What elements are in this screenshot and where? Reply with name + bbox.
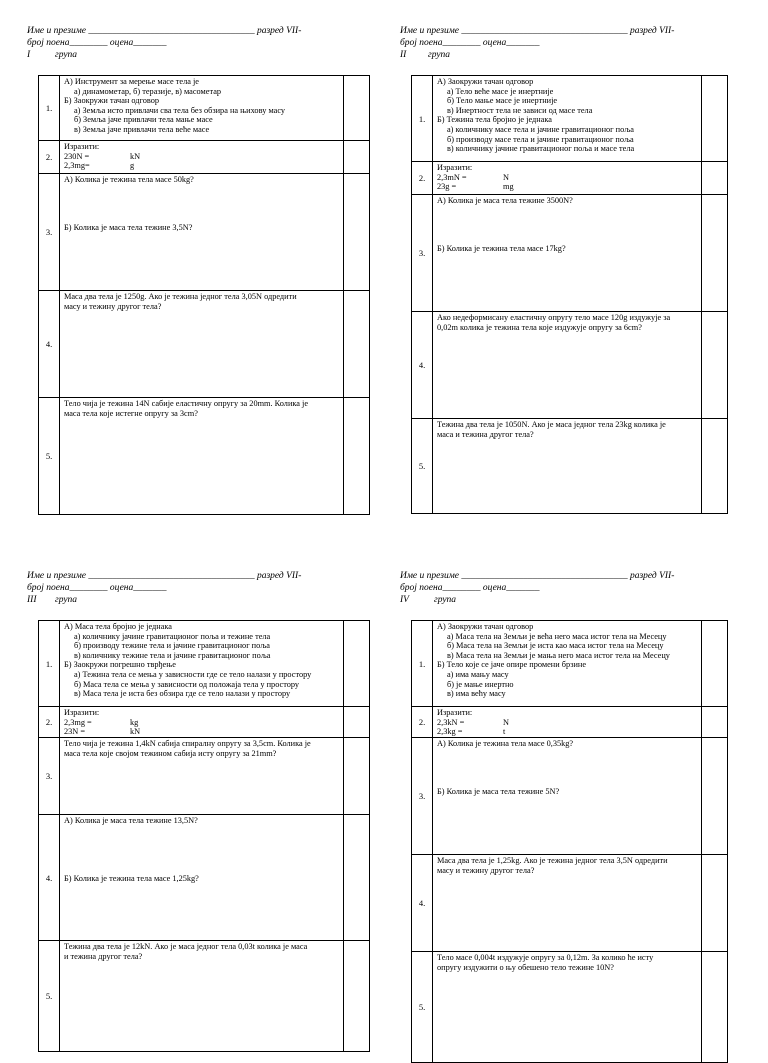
question-number: 3.: [412, 195, 433, 311]
question-line: [437, 758, 701, 768]
question-line: Б) Колика је маса тела тежине 3,5N?: [64, 222, 193, 232]
question-text: [64, 942, 343, 961]
points-and-mark-line: број поена________ оцена_______: [400, 583, 540, 593]
question-line: в) количнику тежине тела и јачине гравитационог поља: [74, 650, 271, 660]
question-number: 1.: [39, 621, 60, 706]
conversion-unit: N: [503, 717, 509, 727]
group-word: група: [55, 50, 78, 60]
question-text: [64, 399, 343, 418]
question-number: 2.: [39, 707, 60, 737]
points-cell: [343, 398, 369, 514]
group-label: [400, 594, 456, 606]
points-cell: [701, 195, 727, 311]
question-number: 2.: [39, 141, 60, 173]
question-number: 2.: [412, 162, 433, 194]
question-number: 4.: [412, 855, 433, 951]
points-cell: [343, 707, 369, 737]
question-line: Изразити:: [437, 163, 473, 172]
points-cell: [343, 738, 369, 814]
conversion-unit: N: [503, 172, 509, 182]
points-cell: [701, 621, 727, 706]
question-line: Б) Колика је маса тела тежине 5N?: [437, 786, 560, 796]
question-line: [64, 826, 343, 836]
conversion-line: [64, 161, 343, 171]
question-line: а) Маса тела на Земљи је већа него маса истог тела на Месецу: [447, 631, 667, 641]
question-line: а) количнику јачине гравитационог поља и тежине тела: [74, 631, 271, 641]
question-text: [437, 196, 701, 254]
question-text: [64, 708, 343, 737]
question-row: [39, 291, 369, 398]
question-line: [437, 234, 701, 244]
question-text: [64, 739, 343, 758]
question-line: опругу издужити о њу обешено тело тежине 10N?: [437, 962, 614, 972]
group-label: [27, 49, 77, 61]
points-cell: [343, 76, 369, 140]
name-and-grade-line: Име и презиме ___________________________________ разред VII-: [27, 26, 302, 36]
question-line: А) Колика је маса тела тежине 13,5N?: [64, 816, 198, 825]
question-line: в) Инертност тела не зависи од масе тела: [447, 105, 593, 115]
question-number: 3.: [39, 738, 60, 814]
question-line: [64, 185, 343, 195]
group-roman: II: [400, 50, 407, 60]
question-line: А) Заокружи тачан одговор: [437, 622, 534, 631]
question-row: [39, 174, 369, 291]
question-number: 5.: [39, 398, 60, 514]
question-line: Тежина два тела је 1050N. Ако је маса једног тела 23kg колика је: [437, 420, 666, 429]
conversion-line: [437, 718, 701, 728]
name-and-grade-line: Име и презиме ___________________________________ разред VII-: [400, 571, 675, 581]
question-line: [64, 213, 343, 223]
question-row: [412, 621, 727, 707]
question-line: маса тела које истегне опругу за 3cm?: [64, 408, 198, 418]
question-number: 3.: [412, 738, 433, 854]
question-row: [412, 162, 727, 195]
question-line: А) Колика је тежина тела масе 50kg?: [64, 175, 194, 184]
question-line: Маса два тела је 1250g. Ако је тежина једног тела 3,05N одредити: [64, 292, 297, 301]
conversion-unit: g: [130, 161, 135, 171]
points-cell: [343, 815, 369, 940]
question-line: а) динамометар, б) теразије, в) масометар: [74, 86, 222, 96]
conversion-unit: kg: [130, 717, 139, 727]
question-line: Тело чија је тежина 1,4kN сабија спиралну опругу за 3,5cm. Колика је: [64, 739, 311, 748]
question-row: [39, 76, 369, 141]
points-cell: [701, 312, 727, 418]
group-roman: III: [27, 595, 37, 605]
conversion-expression: 2,3kg =: [437, 727, 463, 737]
question-line: в) количнику јачине гравитационог поља и масе тела: [447, 144, 635, 154]
question-line: [64, 204, 343, 214]
question-line: [437, 206, 701, 216]
question-line: а) Земља исто привлачи сва тела без обзира на њихову масу: [74, 105, 286, 115]
question-text: [437, 953, 701, 972]
question-number: 4.: [412, 312, 433, 418]
group-label: [27, 594, 77, 606]
question-line: в) Земља јаче привлачи тела веће масе: [74, 124, 210, 134]
question-line: Б) Заокружи погрешно тврђење: [64, 660, 176, 670]
question-line: Б) Тело које се јаче опире промени брзине: [437, 660, 587, 670]
question-line: Б) Заокружи тачан одговор: [64, 96, 160, 106]
points-cell: [701, 738, 727, 854]
conversion-expression: 2,3mg=: [64, 161, 90, 171]
question-line: Изразити:: [64, 708, 100, 717]
points-cell: [701, 855, 727, 951]
group-label: [400, 49, 450, 61]
group-roman: IV: [400, 595, 409, 605]
conversion-expression: 2,3mg =: [64, 717, 92, 727]
question-text: [437, 622, 701, 699]
conversion-line: [437, 173, 701, 183]
question-number: 5.: [39, 941, 60, 1051]
question-line: [64, 864, 343, 874]
question-row: [39, 398, 369, 515]
question-number: 3.: [39, 174, 60, 290]
question-line: а) количнику масе тела и јачине гравитационог поља: [447, 124, 634, 134]
question-text: [64, 292, 343, 311]
points-cell: [701, 952, 727, 1062]
question-table: [38, 620, 370, 1052]
question-table: [38, 75, 370, 515]
question-text: [437, 856, 701, 875]
question-text: [437, 77, 701, 154]
question-line: Тежина два тела је 12kN. Ако је маса једног тела 0,03t колика је маса: [64, 942, 308, 951]
points-cell: [343, 621, 369, 706]
question-line: а) Тежина тела се мења у зависности где се тело налази у простору: [74, 669, 312, 679]
question-line: масу и тежину другог тела?: [437, 865, 535, 875]
question-row: [412, 855, 727, 952]
question-line: и тежина другог тела?: [64, 951, 143, 961]
points-cell: [343, 941, 369, 1051]
question-row: [412, 707, 727, 738]
points-cell: [701, 76, 727, 161]
group-roman: I: [27, 50, 31, 60]
question-line: б) производу тежине тела и јачине гравитационог поља: [74, 641, 270, 651]
question-line: А) Маса тела бројно је једнака: [64, 622, 172, 631]
group-word: група: [434, 595, 457, 605]
question-row: [412, 952, 727, 1063]
question-row: [39, 815, 369, 941]
question-line: б) Маса тела се мења у зависности од положаја тела у простору: [74, 679, 300, 689]
question-line: [64, 854, 343, 864]
conversion-line: [437, 727, 701, 737]
question-line: А) Колика је маса тела тежине 3500N?: [437, 196, 573, 205]
question-text: [64, 816, 343, 883]
name-and-grade-line: Име и презиме ___________________________________ разред VII-: [27, 571, 302, 581]
question-line: в) Маса тела је иста без обзира где се тело налази у простору: [74, 689, 291, 699]
question-line: [437, 215, 701, 225]
group-word: група: [428, 50, 451, 60]
question-line: [437, 225, 701, 235]
question-number: 2.: [412, 707, 433, 737]
conversion-unit: t: [503, 727, 506, 737]
question-line: А) Заокружи тачан одговор: [437, 77, 534, 86]
conversion-expression: 23N =: [64, 727, 86, 737]
question-text: [64, 142, 343, 171]
points-and-mark-line: број поена________ оцена_______: [400, 38, 540, 48]
question-line: Изразити:: [437, 708, 473, 717]
question-line: Тело чија је тежина 14N сабије еластичну опругу за 20mm. Колика је: [64, 399, 309, 408]
question-line: [437, 749, 701, 759]
conversion-unit: mg: [503, 182, 514, 192]
conversion-expression: 2,3mN =: [437, 172, 467, 182]
question-line: в) има већу масу: [447, 689, 506, 699]
question-line: Б) Тежина тела бројно је једнака: [437, 115, 552, 125]
conversion-line: [64, 718, 343, 728]
question-text: [437, 420, 701, 439]
question-text: [64, 175, 343, 233]
question-line: б) Маса тела на Земљи је иста као маса истог тела на Месецу: [447, 641, 664, 651]
conversion-expression: 23g =: [437, 182, 457, 192]
question-line: Б) Колика је тежина тела масе 17kg?: [437, 243, 566, 253]
question-line: [437, 777, 701, 787]
points-cell: [343, 174, 369, 290]
question-line: [64, 194, 343, 204]
question-line: а) Тело веће масе је инертније: [447, 86, 554, 96]
question-line: б) је мање инертно: [447, 679, 514, 689]
question-line: Б) Колика је тежина тела масе 1,25kg?: [64, 873, 199, 883]
question-row: [412, 312, 727, 419]
question-line: б) Земља јаче привлачи тела мање масе: [74, 115, 213, 125]
question-row: [39, 141, 369, 174]
points-cell: [701, 707, 727, 737]
conversion-line: [437, 182, 701, 192]
conversion-expression: 230N =: [64, 151, 90, 161]
question-line: А) Инструмент за мерење масе тела је: [64, 77, 199, 86]
conversion-unit: kN: [130, 727, 141, 737]
question-line: б) Тело мање масе је инертније: [447, 96, 558, 106]
question-line: Изразити:: [64, 142, 100, 151]
question-text: [64, 77, 343, 135]
conversion-line: [64, 727, 343, 737]
points-cell: [343, 291, 369, 397]
question-row: [412, 195, 727, 312]
question-line: [437, 768, 701, 778]
points-and-mark-line: број поена________ оцена_______: [27, 583, 167, 593]
conversion-unit: kN: [130, 151, 141, 161]
points-cell: [701, 419, 727, 513]
question-line: б) производу масе тела и јачине гравитационог поља: [447, 134, 634, 144]
points-and-mark-line: број поена________ оцена_______: [27, 38, 167, 48]
group-word: група: [55, 595, 78, 605]
question-line: Тело масе 0,004t издужује опругу за 0,12m. За колико ће исту: [437, 953, 654, 962]
question-table: [411, 75, 728, 514]
question-row: [412, 76, 727, 162]
name-and-grade-line: Име и презиме ___________________________________ разред VII-: [400, 26, 675, 36]
question-line: [64, 835, 343, 845]
points-cell: [343, 141, 369, 173]
question-row: [39, 707, 369, 738]
conversion-line: [64, 152, 343, 162]
question-line: масу и тежину другог тела?: [64, 301, 162, 311]
conversion-expression: 2,3kN =: [437, 717, 465, 727]
question-number: 1.: [39, 76, 60, 140]
question-line: [64, 845, 343, 855]
question-text: [437, 313, 701, 332]
question-table: [411, 620, 728, 1063]
question-line: маса и тежина другог тела?: [437, 429, 534, 439]
question-row: [39, 621, 369, 707]
question-number: 1.: [412, 76, 433, 161]
question-row: [39, 941, 369, 1052]
question-number: 1.: [412, 621, 433, 706]
question-line: а) има мању масу: [447, 669, 509, 679]
question-text: [437, 708, 701, 737]
question-number: 4.: [39, 815, 60, 940]
question-line: в) Маса тела на Земљи је мања него маса истог тела на Месецу: [447, 650, 670, 660]
question-number: 4.: [39, 291, 60, 397]
question-number: 5.: [412, 952, 433, 1062]
question-line: 0,02m колика је тежина тела које издужује опругу за 6cm?: [437, 322, 642, 332]
question-number: 5.: [412, 419, 433, 513]
question-row: [412, 738, 727, 855]
question-row: [39, 738, 369, 815]
question-line: маса тела које својом тежином сабија исту опругу за 21mm?: [64, 748, 277, 758]
question-text: [64, 622, 343, 699]
question-line: А) Колика је тежина тела масе 0,35kg?: [437, 739, 574, 748]
question-line: Маса два тела је 1,25kg. Ако је тежина једног тела 3,5N одредити: [437, 856, 668, 865]
question-row: [412, 419, 727, 514]
question-text: [437, 163, 701, 192]
question-text: [437, 739, 701, 797]
points-cell: [701, 162, 727, 194]
question-line: Ако недеформисану еластичну опругу тело масе 120g издужује за: [437, 313, 671, 322]
